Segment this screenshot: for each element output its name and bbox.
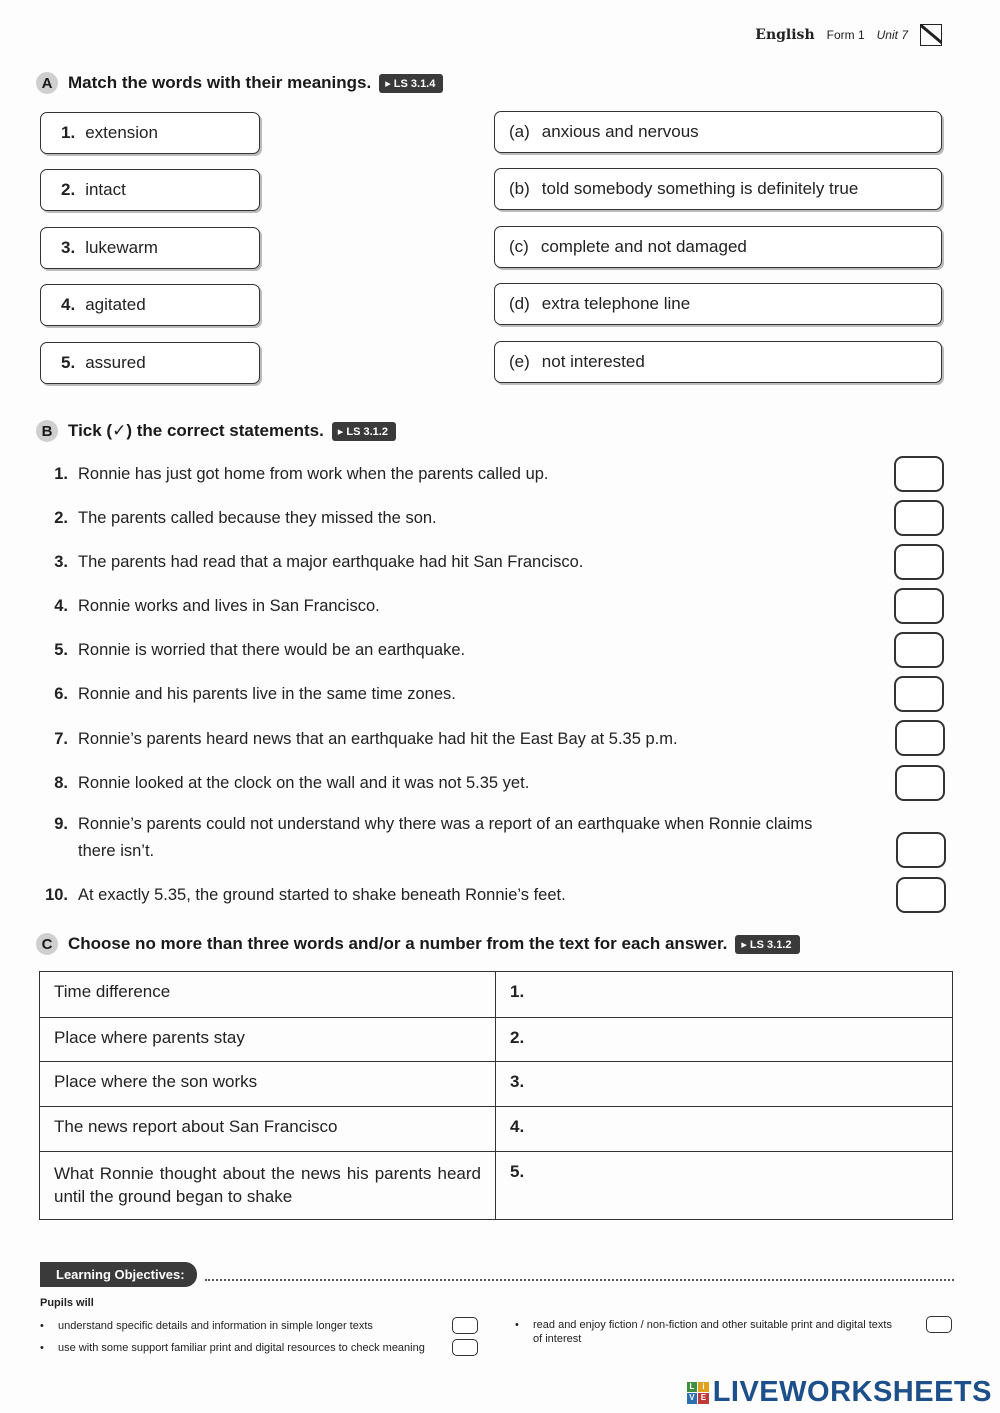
statement-number: 7. (54, 730, 68, 748)
statement-6 (40, 681, 860, 708)
section-a-heading (36, 72, 443, 94)
section-c-title: Choose no more than three words and/or a number from the text for each answer. (68, 934, 728, 953)
answer-cell-1[interactable]: 1. (496, 972, 953, 1018)
objective-text: understand specific details and information in simple longer texts (58, 1320, 373, 1332)
tick-box-1[interactable] (894, 456, 944, 492)
section-c-letter: C (36, 933, 58, 955)
section-c-badge: ▸ LS 3.1.2 (735, 935, 799, 954)
dotted-divider (205, 1269, 954, 1281)
answer-cell-3[interactable]: 3. (496, 1062, 953, 1107)
section-a-badge: ▸ LS 3.1.4 (379, 74, 443, 93)
objective-item-1 (40, 1319, 440, 1333)
statement-number: 5. (54, 641, 68, 659)
statement-4 (40, 593, 860, 620)
answer-cell-2[interactable]: 2. (496, 1018, 953, 1062)
statement-text: At exactly 5.35, the ground started to shake beneath Ronnie’s feet. (78, 886, 566, 904)
statement-number: 4. (54, 597, 68, 615)
section-a-title: Match the words with their meanings. (68, 73, 372, 92)
statement-text: Ronnie has just got home from work when the parents called up. (78, 465, 549, 483)
statement-number: 2. (54, 509, 68, 527)
statement-10 (40, 882, 860, 909)
meaning-text: told somebody something is definitely true (541, 179, 859, 198)
tick-box-4[interactable] (894, 588, 944, 624)
tick-box-8[interactable] (895, 765, 945, 801)
statement-text: Ronnie’s parents could not understand why there was a report of an earthquake when Ronnie claims there isn’t. (78, 815, 813, 860)
bullet-icon: • (40, 1320, 44, 1332)
statement-text: Ronnie looked at the clock on the wall and it was not 5.35 yet. (78, 774, 530, 792)
meaning-label: (e) (509, 352, 530, 371)
pupils-will-label: Pupils will (40, 1297, 94, 1309)
answer-cell-4[interactable]: 4. (496, 1107, 953, 1152)
word-number: 5. (61, 353, 76, 372)
answer-table (39, 971, 953, 1220)
liveworksheets-brand (687, 1376, 992, 1409)
row-label: The news report about San Francisco (40, 1107, 496, 1152)
liveworksheets-logo-icon (687, 1382, 709, 1404)
row-label: Place where parents stay (40, 1018, 496, 1062)
learning-objectives-bar (40, 1262, 954, 1287)
table-row (40, 1062, 953, 1107)
word-number: 4. (61, 295, 76, 314)
word-text: lukewarm (85, 238, 158, 257)
statement-number: 9. (54, 815, 68, 833)
subject-label: English (755, 27, 815, 43)
statement-number: 6. (54, 685, 68, 703)
page-header (755, 24, 942, 46)
table-row (40, 972, 953, 1018)
word-text: intact (85, 180, 126, 199)
bullet-icon: • (515, 1319, 519, 1331)
meaning-text: complete and not damaged (540, 237, 747, 256)
logo-letter: V (687, 1393, 698, 1404)
statement-number: 8. (54, 774, 68, 792)
statement-number: 3. (54, 553, 68, 571)
objective-checkbox-2[interactable] (452, 1339, 478, 1356)
objective-item-3 (515, 1318, 900, 1346)
match-meaning-d[interactable] (494, 283, 942, 325)
match-meaning-e[interactable] (494, 341, 942, 383)
section-a-letter: A (36, 72, 58, 94)
tick-box-3[interactable] (894, 544, 944, 580)
objective-text: use with some support familiar print and digital resources to check meaning (58, 1342, 425, 1354)
row-label: Time difference (40, 972, 496, 1018)
tick-box-2[interactable] (894, 500, 944, 536)
meaning-text: extra telephone line (541, 294, 691, 313)
word-number: 3. (61, 238, 76, 257)
word-text: extension (85, 123, 158, 142)
match-meaning-c[interactable] (494, 226, 942, 268)
objective-item-2 (40, 1341, 440, 1355)
word-number: 1. (61, 123, 76, 142)
logo-letter: L (687, 1382, 698, 1393)
meaning-label: (b) (509, 179, 530, 198)
statement-2 (40, 505, 860, 532)
statement-7 (40, 726, 860, 753)
statement-3 (40, 549, 860, 576)
statement-number: 1. (54, 465, 68, 483)
section-c-heading (36, 933, 800, 955)
meaning-label: (c) (509, 237, 529, 256)
table-row (40, 1107, 953, 1152)
word-text: assured (85, 353, 146, 372)
statement-text: The parents called because they missed the son. (78, 509, 437, 527)
statement-text: Ronnie’s parents heard news that an earthquake had hit the East Bay at 5.35 p.m. (78, 730, 678, 748)
meaning-label: (a) (509, 122, 530, 141)
statement-text: The parents had read that a major earthquake had hit San Francisco. (78, 553, 584, 571)
objective-checkbox-3[interactable] (926, 1316, 952, 1333)
learning-objectives-title: Learning Objectives: (40, 1262, 197, 1287)
match-meaning-a[interactable] (494, 111, 942, 153)
match-word-2[interactable] (40, 169, 260, 211)
tick-box-9[interactable] (896, 832, 946, 868)
row-label: What Ronnie thought about the news his parents heard until the ground began to shake (40, 1152, 496, 1220)
match-word-3[interactable] (40, 227, 260, 269)
tick-box-6[interactable] (894, 676, 944, 712)
objective-text: read and enjoy fiction / non-fiction and other suitable print and digital texts of interest (533, 1319, 892, 1345)
word-number: 2. (61, 180, 76, 199)
row-label: Place where the son works (40, 1062, 496, 1107)
match-meaning-b[interactable] (494, 168, 942, 210)
meaning-text: anxious and nervous (541, 122, 699, 141)
tick-box-7[interactable] (895, 720, 945, 756)
match-word-4[interactable] (40, 284, 260, 326)
statement-8 (40, 770, 860, 797)
logo-letter: E (698, 1393, 709, 1404)
table-row (40, 1152, 953, 1220)
match-word-1[interactable] (40, 112, 260, 154)
answer-cell-5[interactable]: 5. (496, 1152, 953, 1220)
statement-number: 10. (45, 886, 68, 904)
publisher-logo-icon (920, 24, 942, 46)
meaning-label: (d) (509, 294, 530, 313)
bullet-icon: • (40, 1342, 44, 1354)
statement-text: Ronnie works and lives in San Francisco. (78, 597, 380, 615)
logo-letter: i (698, 1382, 709, 1393)
form-label: Form 1 (826, 28, 865, 42)
statement-text: Ronnie is worried that there would be an earthquake. (78, 641, 466, 659)
section-b-title: Tick (✓) the correct statements. (68, 421, 324, 440)
section-b-heading (36, 420, 396, 442)
match-word-5[interactable] (40, 342, 260, 384)
section-b-badge: ▸ LS 3.1.2 (332, 422, 396, 441)
statement-text: Ronnie and his parents live in the same time zones. (78, 685, 456, 703)
tick-box-10[interactable] (896, 877, 946, 913)
objective-checkbox-1[interactable] (452, 1317, 478, 1334)
tick-box-5[interactable] (894, 632, 944, 668)
statement-1 (40, 461, 860, 488)
unit-label: Unit 7 (876, 28, 908, 42)
word-text: agitated (85, 295, 146, 314)
section-b-letter: B (36, 420, 58, 442)
statement-5 (40, 637, 860, 664)
meaning-text: not interested (541, 352, 645, 371)
statement-9 (40, 811, 840, 865)
table-row (40, 1018, 953, 1062)
liveworksheets-wordmark: LIVEWORKSHEETS (712, 1376, 992, 1408)
